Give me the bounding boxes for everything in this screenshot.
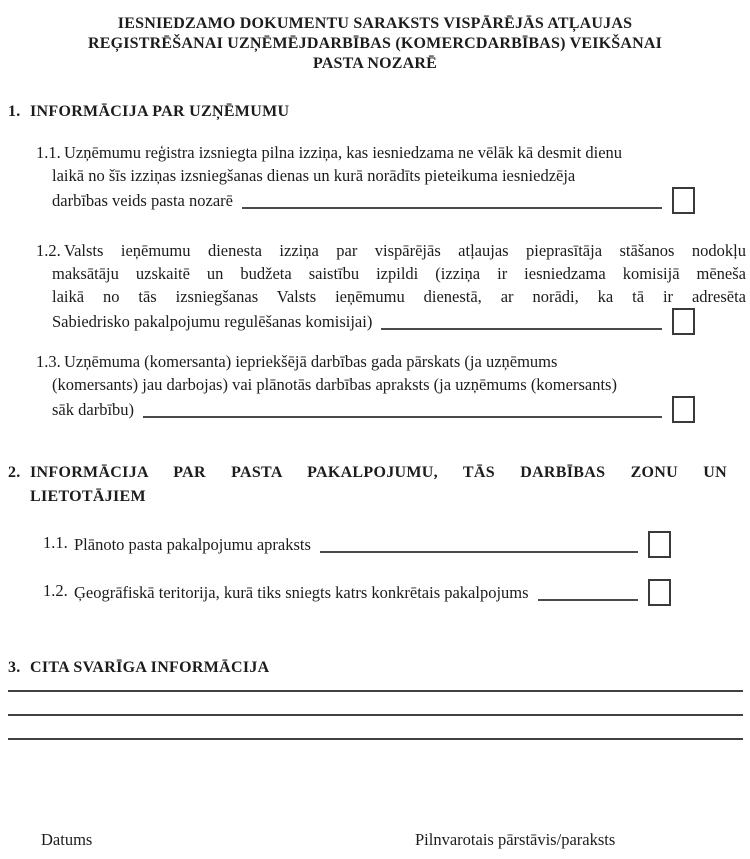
item-1-2 — [0, 239, 750, 333]
item-2-1 — [0, 531, 750, 556]
section-number: 2. — [8, 464, 21, 481]
item-number: 1.1. — [36, 143, 61, 162]
item-text-line: laikā no tās izsniegšanas Valsts ieņēmumu dienestā, ar norādi, ka tā ir adresēta — [52, 287, 746, 306]
footer — [0, 830, 750, 854]
item-number: 1.2. — [43, 581, 68, 600]
checkbox[interactable] — [672, 396, 695, 423]
writing-lines-area — [0, 690, 750, 740]
signature-label: Pilnvarotais pārstāvis/paraksts — [415, 830, 616, 849]
title-line-3: PASTA NOZARĒ — [312, 55, 438, 72]
item-text-line: darbības veids pasta nozarē — [52, 191, 233, 210]
item-1-1 — [0, 141, 750, 212]
section-2-heading-line-1: INFORMĀCIJA PAR PASTA PAKALPOJUMU, TĀS DARBĪBAS ZONU UN — [30, 464, 727, 481]
section-2-heading-line-2: LIETOTĀJIEM — [30, 488, 146, 505]
item-1-3 — [0, 350, 750, 421]
document-title — [0, 14, 750, 74]
checkbox[interactable] — [648, 531, 671, 558]
item-last-line — [62, 531, 746, 556]
item-last-line — [52, 396, 746, 421]
section-number: 3. — [8, 659, 21, 676]
date-label: Datums — [41, 830, 93, 849]
item-text-line: (komersants) jau darbojas) vai plānotās darbības apraksts (ja uzņēmums (komersants) — [52, 375, 617, 394]
title-line-2: REĢISTRĒŠANAI UZŅĒMĒJDARBĪBAS (KOMERCDARBĪBAS) VEIKŠANAI — [87, 35, 663, 52]
fill-in-line[interactable] — [381, 326, 662, 330]
item-number: 1.1. — [43, 533, 68, 552]
item-text-line: maksātāju uzskaitē un budžeta saistību izpildi (izziņa ir iesniedzama komisijā mēneša — [52, 264, 746, 283]
item-text-line: Ģeogrāfiskā teritorija, kurā tiks sniegts katrs konkrētais pakalpojums — [74, 583, 529, 602]
item-text-line: Uzņēmuma (komersanta) iepriekšējā darbības gada pārskats (ja uzņēmums — [64, 352, 558, 371]
item-text-line: sāk darbību) — [52, 400, 135, 419]
section-1-heading-text: INFORMĀCIJA PAR UZŅĒMUMU — [30, 103, 290, 120]
item-text-line: Plānoto pasta pakalpojumu apraksts — [74, 535, 311, 554]
item-text-line: Uzņēmumu reģistra izsniegta pilna izziņa, kas iesniedzama ne vēlāk kā desmit dienu — [64, 143, 623, 162]
section-number: 1. — [8, 103, 21, 120]
fill-in-line[interactable] — [242, 205, 662, 209]
item-last-line — [62, 579, 746, 604]
title-line-1: IESNIEDZAMO DOKUMENTU SARAKSTS VISPĀRĒJĀS ATĻAUJAS — [117, 15, 633, 32]
fill-in-line[interactable] — [320, 549, 638, 553]
writing-line[interactable] — [8, 738, 743, 740]
writing-line[interactable] — [8, 714, 743, 716]
item-number: 1.3. — [36, 352, 61, 371]
item-2-2 — [0, 579, 750, 604]
item-text-line: Valsts ieņēmumu dienesta izziņa par vispārējās atļaujas pieprasītāja stāšanos nodokļu — [64, 241, 746, 260]
section-3-heading — [0, 656, 750, 680]
section-2-heading — [0, 461, 727, 509]
section-3-heading-text: CITA SVARĪGA INFORMĀCIJA — [30, 659, 270, 676]
checkbox[interactable] — [672, 187, 695, 214]
checkbox[interactable] — [648, 579, 671, 606]
fill-in-line[interactable] — [143, 414, 662, 418]
item-last-line — [52, 187, 746, 212]
item-text-line: Sabiedrisko pakalpojumu regulēšanas komisijai) — [52, 312, 373, 331]
item-text-line: laikā no šīs izziņas izsniegšanas dienas un kurā norādīts pieteikuma iesniedzēja — [52, 166, 576, 185]
section-1-heading — [0, 100, 750, 124]
item-last-line — [52, 308, 746, 333]
item-number: 1.2. — [36, 241, 61, 260]
writing-line[interactable] — [8, 690, 743, 692]
fill-in-line[interactable] — [538, 597, 638, 601]
checkbox[interactable] — [672, 308, 695, 335]
